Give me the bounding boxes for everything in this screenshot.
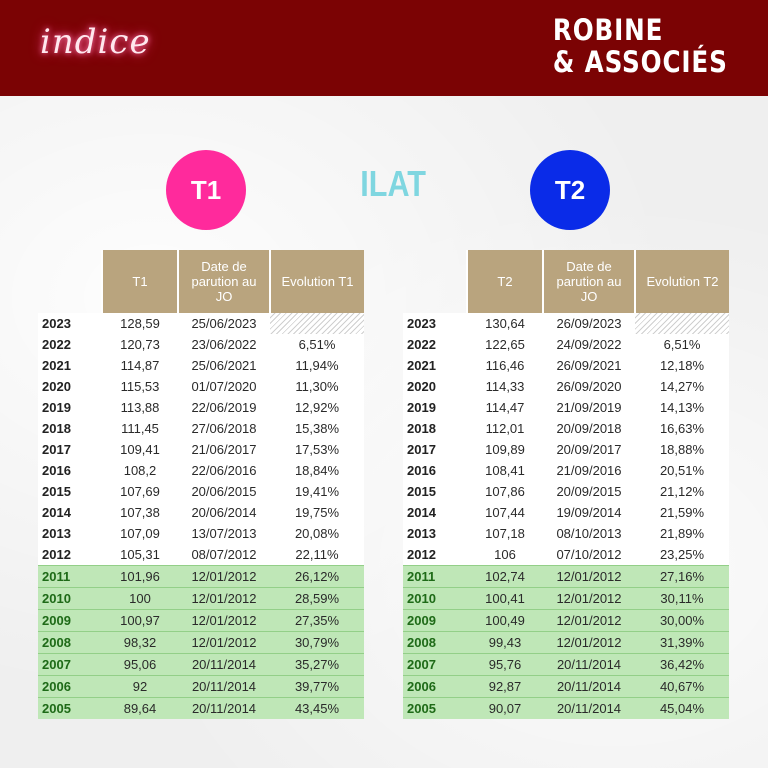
table-row [403, 481, 729, 502]
table-header-row [38, 250, 364, 313]
date-cell: 25/06/2023 [178, 313, 270, 334]
year-cell: 2010 [38, 588, 102, 610]
value-cell: 114,87 [102, 355, 178, 376]
evolution-cell: 19,75% [270, 502, 364, 523]
table-row [403, 698, 729, 720]
header-year-cell [403, 250, 467, 313]
year-cell: 2017 [38, 439, 102, 460]
date-cell: 20/11/2014 [543, 654, 635, 676]
value-cell: 116,46 [467, 355, 543, 376]
table-row [38, 632, 364, 654]
value-cell: 100,97 [102, 610, 178, 632]
header-year-cell [38, 250, 102, 313]
robine-associes-logo [553, 14, 728, 78]
evolution-cell: 18,84% [270, 460, 364, 481]
table-row [403, 334, 729, 355]
table-row [403, 355, 729, 376]
evolution-cell: 12,18% [635, 355, 729, 376]
date-cell: 12/01/2012 [543, 566, 635, 588]
year-cell: 2021 [38, 355, 102, 376]
table-row [38, 397, 364, 418]
year-cell: 2007 [403, 654, 467, 676]
value-cell: 107,38 [102, 502, 178, 523]
value-cell: 92,87 [467, 676, 543, 698]
date-cell: 08/07/2012 [178, 544, 270, 566]
evolution-cell: 26,12% [270, 566, 364, 588]
t2-badge: T2 [530, 150, 610, 230]
value-cell: 122,65 [467, 334, 543, 355]
value-cell: 106 [467, 544, 543, 566]
value-cell: 92 [102, 676, 178, 698]
value-cell: 107,44 [467, 502, 543, 523]
year-cell: 2023 [38, 313, 102, 334]
evolution-cell: 21,89% [635, 523, 729, 544]
year-cell: 2022 [403, 334, 467, 355]
year-cell: 2019 [38, 397, 102, 418]
value-cell: 107,09 [102, 523, 178, 544]
value-cell: 101,96 [102, 566, 178, 588]
value-cell: 99,43 [467, 632, 543, 654]
value-cell: 109,89 [467, 439, 543, 460]
table-row [38, 523, 364, 544]
year-cell: 2007 [38, 654, 102, 676]
table-row [403, 523, 729, 544]
year-cell: 2020 [38, 376, 102, 397]
evolution-cell: 30,79% [270, 632, 364, 654]
table-row [38, 439, 364, 460]
value-cell: 111,45 [102, 418, 178, 439]
date-cell: 20/11/2014 [543, 676, 635, 698]
evolution-cell: 43,45% [270, 698, 364, 720]
table-row [38, 460, 364, 481]
year-cell: 2020 [403, 376, 467, 397]
year-cell: 2011 [403, 566, 467, 588]
evolution-cell: 27,16% [635, 566, 729, 588]
value-cell: 105,31 [102, 544, 178, 566]
year-cell: 2013 [38, 523, 102, 544]
value-cell: 128,59 [102, 313, 178, 334]
header-date: Date de parution au JO [543, 250, 635, 313]
year-cell: 2015 [403, 481, 467, 502]
year-cell: 2012 [38, 544, 102, 566]
date-cell: 12/01/2012 [543, 588, 635, 610]
evolution-cell: 16,63% [635, 418, 729, 439]
value-cell: 100,49 [467, 610, 543, 632]
evolution-cell: 35,27% [270, 654, 364, 676]
date-cell: 12/01/2012 [543, 610, 635, 632]
date-cell: 23/06/2022 [178, 334, 270, 355]
date-cell: 20/09/2018 [543, 418, 635, 439]
date-cell: 24/09/2022 [543, 334, 635, 355]
table-row [38, 698, 364, 720]
value-cell: 100 [102, 588, 178, 610]
year-cell: 2008 [403, 632, 467, 654]
table-row [403, 313, 729, 334]
year-cell: 2018 [403, 418, 467, 439]
evolution-cell: 30,11% [635, 588, 729, 610]
date-cell: 22/06/2019 [178, 397, 270, 418]
value-cell: 100,41 [467, 588, 543, 610]
date-cell: 19/09/2014 [543, 502, 635, 523]
date-cell: 07/10/2012 [543, 544, 635, 566]
evolution-cell: 22,11% [270, 544, 364, 566]
header-evolution: Evolution T2 [635, 250, 729, 313]
value-cell: 108,41 [467, 460, 543, 481]
logo-line-2: & ASSOCIÉS [553, 45, 728, 79]
page-title: ILAT [360, 163, 426, 204]
evolution-cell: 14,13% [635, 397, 729, 418]
date-cell: 26/09/2021 [543, 355, 635, 376]
table-row [38, 376, 364, 397]
evolution-cell: 14,27% [635, 376, 729, 397]
evolution-cell: 21,59% [635, 502, 729, 523]
evolution-cell: 36,42% [635, 654, 729, 676]
year-cell: 2021 [403, 355, 467, 376]
header-evolution: Evolution T1 [270, 250, 364, 313]
year-cell: 2010 [403, 588, 467, 610]
evolution-cell: 20,51% [635, 460, 729, 481]
evolution-cell: 17,53% [270, 439, 364, 460]
year-cell: 2016 [403, 460, 467, 481]
value-cell: 90,07 [467, 698, 543, 720]
evolution-cell: 39,77% [270, 676, 364, 698]
date-cell: 20/11/2014 [178, 676, 270, 698]
value-cell: 130,64 [467, 313, 543, 334]
value-cell: 98,32 [102, 632, 178, 654]
header-date: Date de parution au JO [178, 250, 270, 313]
evolution-cell: 15,38% [270, 418, 364, 439]
t2-table [403, 250, 729, 719]
year-cell: 2011 [38, 566, 102, 588]
year-cell: 2006 [403, 676, 467, 698]
table-row [38, 481, 364, 502]
evolution-cell: 6,51% [270, 334, 364, 355]
evolution-cell: 30,00% [635, 610, 729, 632]
date-cell: 08/10/2013 [543, 523, 635, 544]
logo-line-1: ROBINE [553, 13, 664, 47]
evolution-cell: 21,12% [635, 481, 729, 502]
date-cell: 12/01/2012 [178, 610, 270, 632]
year-cell: 2023 [403, 313, 467, 334]
table-row [38, 502, 364, 523]
date-cell: 01/07/2020 [178, 376, 270, 397]
evolution-cell: 31,39% [635, 632, 729, 654]
value-cell: 108,2 [102, 460, 178, 481]
table-row [403, 654, 729, 676]
year-cell: 2013 [403, 523, 467, 544]
date-cell: 26/09/2020 [543, 376, 635, 397]
evolution-cell: 19,41% [270, 481, 364, 502]
table-row [403, 566, 729, 588]
date-cell: 21/09/2016 [543, 460, 635, 481]
year-cell: 2014 [403, 502, 467, 523]
table-row [403, 460, 729, 481]
year-cell: 2018 [38, 418, 102, 439]
date-cell: 13/07/2013 [178, 523, 270, 544]
evolution-cell: 27,35% [270, 610, 364, 632]
year-cell: 2009 [403, 610, 467, 632]
t1-badge: T1 [166, 150, 246, 230]
value-cell: 115,53 [102, 376, 178, 397]
date-cell: 20/09/2015 [543, 481, 635, 502]
value-cell: 114,33 [467, 376, 543, 397]
value-cell: 89,64 [102, 698, 178, 720]
table-row [403, 418, 729, 439]
date-cell: 20/11/2014 [178, 698, 270, 720]
value-cell: 107,18 [467, 523, 543, 544]
evolution-cell: 45,04% [635, 698, 729, 720]
table-row [38, 588, 364, 610]
table-row [38, 544, 364, 566]
value-cell: 120,73 [102, 334, 178, 355]
date-cell: 25/06/2021 [178, 355, 270, 376]
header-value: T2 [467, 250, 543, 313]
date-cell: 20/11/2014 [178, 654, 270, 676]
year-cell: 2008 [38, 632, 102, 654]
evolution-cell: 23,25% [635, 544, 729, 566]
table-row [38, 334, 364, 355]
date-cell: 20/11/2014 [543, 698, 635, 720]
value-cell: 107,69 [102, 481, 178, 502]
value-cell: 114,47 [467, 397, 543, 418]
table-row [403, 588, 729, 610]
table-row [38, 355, 364, 376]
evolution-cell: 20,08% [270, 523, 364, 544]
evolution-cell: 18,88% [635, 439, 729, 460]
indice-logo: indice [40, 22, 151, 62]
year-cell: 2006 [38, 676, 102, 698]
table-row [38, 676, 364, 698]
evolution-cell [635, 313, 729, 334]
year-cell: 2019 [403, 397, 467, 418]
table-row [38, 610, 364, 632]
year-cell: 2022 [38, 334, 102, 355]
evolution-cell [270, 313, 364, 334]
table-row [403, 502, 729, 523]
year-cell: 2005 [403, 698, 467, 720]
table-row [403, 544, 729, 566]
year-cell: 2014 [38, 502, 102, 523]
evolution-cell: 11,94% [270, 355, 364, 376]
date-cell: 20/09/2017 [543, 439, 635, 460]
date-cell: 21/09/2019 [543, 397, 635, 418]
date-cell: 12/01/2012 [178, 632, 270, 654]
header-value: T1 [102, 250, 178, 313]
date-cell: 12/01/2012 [543, 632, 635, 654]
date-cell: 27/06/2018 [178, 418, 270, 439]
date-cell: 26/09/2023 [543, 313, 635, 334]
table-row [403, 676, 729, 698]
date-cell: 21/06/2017 [178, 439, 270, 460]
table-row [403, 376, 729, 397]
table-row [38, 654, 364, 676]
t1-table [38, 250, 364, 719]
date-cell: 12/01/2012 [178, 566, 270, 588]
value-cell: 109,41 [102, 439, 178, 460]
table-row [38, 313, 364, 334]
year-cell: 2012 [403, 544, 467, 566]
evolution-cell: 40,67% [635, 676, 729, 698]
year-cell: 2017 [403, 439, 467, 460]
date-cell: 20/06/2015 [178, 481, 270, 502]
value-cell: 107,86 [467, 481, 543, 502]
value-cell: 112,01 [467, 418, 543, 439]
year-cell: 2009 [38, 610, 102, 632]
table-row [403, 397, 729, 418]
year-cell: 2016 [38, 460, 102, 481]
evolution-cell: 12,92% [270, 397, 364, 418]
table-row [403, 439, 729, 460]
evolution-cell: 28,59% [270, 588, 364, 610]
table-row [403, 632, 729, 654]
value-cell: 102,74 [467, 566, 543, 588]
evolution-cell: 6,51% [635, 334, 729, 355]
date-cell: 20/06/2014 [178, 502, 270, 523]
table-row [403, 610, 729, 632]
value-cell: 113,88 [102, 397, 178, 418]
value-cell: 95,06 [102, 654, 178, 676]
table-row [38, 418, 364, 439]
date-cell: 22/06/2016 [178, 460, 270, 481]
year-cell: 2015 [38, 481, 102, 502]
evolution-cell: 11,30% [270, 376, 364, 397]
header-banner [0, 0, 768, 96]
value-cell: 95,76 [467, 654, 543, 676]
table-row [38, 566, 364, 588]
table-header-row [403, 250, 729, 313]
date-cell: 12/01/2012 [178, 588, 270, 610]
year-cell: 2005 [38, 698, 102, 720]
